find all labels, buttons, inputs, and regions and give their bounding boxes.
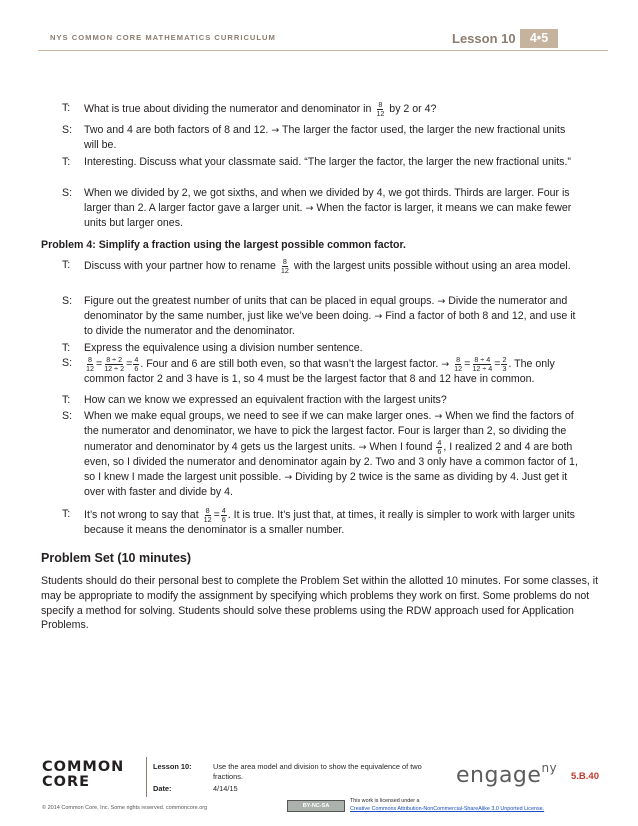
dialog-text: Dividing by 2 twice is the same as dividing by 4. Just get it over with faster and divide by 4. — [84, 471, 568, 499]
fraction: $\frac{8}{12}$ — [376, 100, 385, 118]
footer-divider — [146, 757, 147, 797]
arrow-icon: → — [441, 358, 450, 370]
dialog-text: Two and 4 are both factors of 8 and 12. — [84, 124, 269, 136]
engageny-logo: engage$^{ny}$ — [456, 761, 558, 788]
arrow-icon: → — [358, 441, 367, 453]
problem-set-heading: Problem Set (10 minutes) — [41, 551, 192, 565]
dialog-line — [62, 409, 582, 500]
fraction: $\frac{8}{12}$ — [203, 506, 212, 524]
dialog-text: When we make equal groups, we need to see if we can make larger ones. — [84, 410, 432, 422]
speaker: T: — [62, 394, 71, 406]
fraction: $\frac{8}{12}$ — [454, 355, 463, 373]
dialog-text: with the largest units possible without using an area model. — [293, 259, 571, 272]
arrow-icon: → — [305, 203, 314, 215]
footer-lesson-label: Lesson 10: — [153, 762, 192, 771]
fraction: $\frac{8 \div 4}{12 \div 4}$ — [472, 355, 493, 373]
fraction: $\frac{8}{12}$ — [280, 257, 289, 275]
speaker: S: — [62, 410, 73, 422]
dialog-line — [62, 123, 582, 153]
dialog-text: The larger the factor used, the larger the new fractional units will be. — [84, 124, 566, 152]
speaker: S: — [62, 187, 73, 199]
logo-line-2: CORE — [42, 774, 91, 790]
problem-set-text: Students should do their personal best to complete the Problem Set within the allotted 10 minutes. For some classes, it may be appropriate to modify the assignment by specifying which problems they work on first. Some problems do not specify a method for solving. Students should solve these problems using the RDW approach used for Application Problems. — [41, 575, 599, 632]
fraction: $\frac{4}{6}$ — [134, 355, 139, 373]
dialog-text: The only common factor 2 and 3 have is 1, so 4 must be the largest factor that 8 and 12 have in common. — [84, 357, 555, 386]
speaker: S: — [62, 295, 73, 307]
dialog-text: , I realized 2 and 4 are both even, so I divided the numerator and denominator again by 2. Two and 3 only have a common factor of 1, so I knew I made the largest unit possible. — [84, 440, 578, 484]
speaker: T: — [62, 342, 71, 354]
arrow-icon: → — [437, 296, 446, 307]
license-text: This work is licensed under a — [350, 798, 420, 804]
speaker: S: — [62, 357, 73, 369]
arrow-icon: → — [434, 411, 443, 422]
dialog-line: T: It’s not wrong to say that $\frac{8}{12}$ = $\frac{4}{6}$ . It is true. It’s just that, at times, it really is simpler to work with larger units because it means the denominator is a smaller number. — [62, 506, 575, 537]
header-divider — [38, 50, 608, 51]
dialog-text: Express the equivalence using a division number sentence. — [84, 342, 363, 354]
copyright-notice: © 2014 Common Core, Inc. Some rights reserved. commoncore.org — [42, 805, 208, 811]
speaker: T: — [62, 102, 71, 114]
footer-date-label: Date: — [153, 784, 172, 793]
module-badge: 4•5 — [520, 29, 558, 48]
dialog-text: When the factor is larger, it means we can make fewer units but larger ones. — [84, 202, 572, 230]
speaker: T: — [62, 156, 71, 168]
dialog-line: S: $\frac{8}{12}$ = $\frac{8 \div 2}{12 \div 2}$ = $\frac{4}{6}$ . Four and 6 are still both even, so that wasn’t the largest factor. → $\frac{8}{12}$ = $\frac{8 \div 4}{12 \div 4}$ = $\frac{2}{3}$ . The only common factor 2 and 3 have is 1, so 4 must be the largest factor that 8 and 12 have in common. — [62, 355, 555, 386]
arrow-icon: → — [271, 125, 280, 136]
footer-date: 4/14/15 — [213, 784, 238, 793]
arrow-icon: → — [284, 472, 293, 484]
fraction: $\frac{2}{3}$ — [502, 355, 507, 373]
dialog-text: When I found — [369, 440, 433, 453]
creative-commons-icon: BY-NC-SA — [287, 800, 345, 812]
dialog-text: by 2 or 4? — [389, 102, 437, 115]
dialog-line — [62, 155, 582, 170]
lesson-label: Lesson 10 — [452, 31, 516, 46]
dialog-text: Figure out the greatest number of units that can be placed in equal groups. — [84, 295, 435, 307]
dialog-text: Discuss with your partner how to rename — [84, 259, 276, 272]
dialog-line — [62, 186, 582, 231]
logo-line-1: COMMON — [42, 759, 125, 775]
dialog-text: Four and 6 are still both even, so that wasn’t the largest factor. — [146, 357, 439, 370]
fraction: $\frac{8 \div 2}{12 \div 2}$ — [104, 355, 125, 373]
license-link[interactable]: Creative Commons Attribution-NonCommercial-ShareAlike 3.0 Unported License. — [350, 806, 545, 812]
speaker: T: — [62, 259, 71, 271]
speaker: T: — [62, 508, 71, 520]
speaker: S: — [62, 124, 73, 136]
dialog-line — [62, 101, 582, 117]
dialog-text: It’s not wrong to say that — [84, 508, 199, 521]
problem-4-heading: Problem 4: Simplify a fraction using the largest possible common factor. — [41, 239, 406, 251]
common-core-logo — [42, 760, 126, 790]
dialog-line — [62, 341, 582, 356]
dialog-text: How can we know we expressed an equivalent fraction with the largest units? — [84, 394, 447, 406]
curriculum-title: NYS COMMON CORE MATHEMATICS CURRICULUM — [50, 33, 276, 42]
dialog-text: Find a factor of both 8 and 12, and use it to divide the numerator and the denominator. — [84, 310, 576, 338]
footer-lesson-description: Use the area model and division to show the equivalence of two fractions. — [213, 762, 422, 781]
dialog-text: Divide the numerator and denominator by the same number, just like we’ve been doing. — [84, 295, 568, 323]
page-number: 5.B.40 — [571, 771, 599, 782]
dialog-text: When we find the factors of the numerator and denominator, we have to pick the largest factor. Four is larger than 2, so dividing the numerator and denominator by 4 gets us the largest units. — [84, 410, 574, 453]
dialog-text: What is true about dividing the numerator and denominator in — [84, 102, 372, 115]
dialog-line — [62, 294, 582, 339]
dialog-line — [62, 393, 582, 408]
fraction: $\frac{8}{12}$ — [86, 355, 94, 373]
arrow-icon: → — [374, 311, 383, 323]
fraction: $\frac{4}{6}$ — [437, 438, 442, 456]
dialog-text: Interesting. Discuss what your classmate said. “The larger the factor, the larger the new fractional units.” — [84, 156, 571, 168]
dialog-line — [62, 258, 582, 274]
fraction: $\frac{4}{6}$ — [221, 506, 226, 524]
dialog-text: When we divided by 2, we got sixths, and when we divided by 4, we got thirds. Thirds are larger. Four is larger than 2. A larger factor gave a larger unit. — [84, 187, 570, 215]
dialog-text: . It is true. It’s just that, at times, it really is simpler to work with larger units because it means the denominator is a smaller number. — [84, 508, 575, 537]
